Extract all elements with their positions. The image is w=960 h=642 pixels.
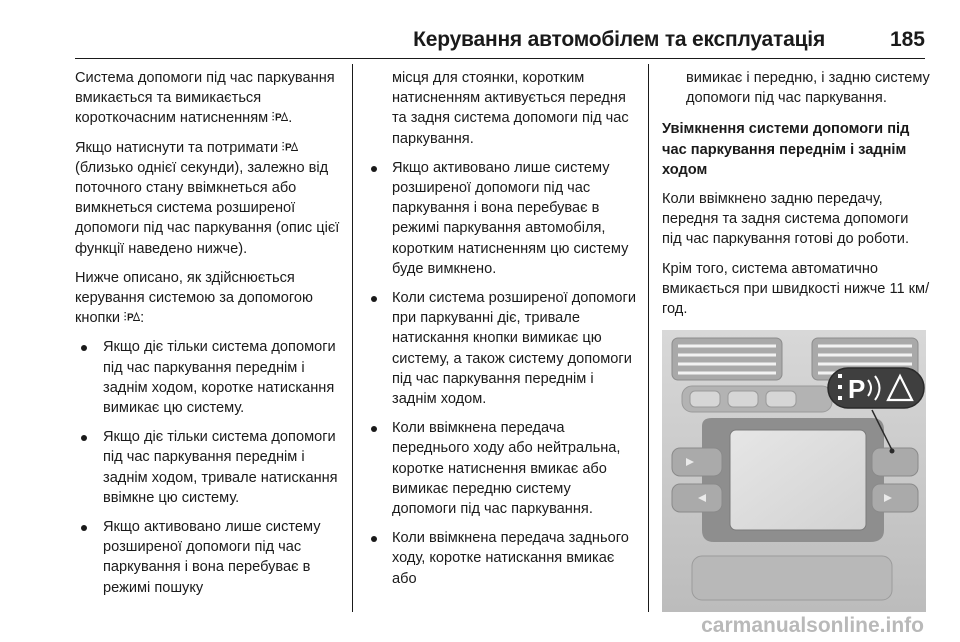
- column-1: [75, 68, 345, 607]
- dashboard-illustration: [662, 330, 926, 612]
- list-item-text: Коли ввімкнена передача переднього ходу або нейтральна, коротке натиснення вмикає або вимикає передню систему допомоги під час паркування.: [392, 420, 621, 518]
- list-item-text: Коли ввімкнена передача заднього ходу, коротке натискання вмикає або: [392, 530, 629, 587]
- bullet-icon: [81, 345, 87, 351]
- bullet-list: [368, 158, 638, 589]
- bullet-icon: [371, 536, 377, 542]
- page-number: 185: [889, 28, 925, 51]
- list-item-text: Якщо діє тільки система допомоги під час паркування переднім і заднім ходом, тривале натискання ввімкне цю систему.: [103, 429, 338, 506]
- list-item: [368, 528, 638, 589]
- bullet-list: [75, 337, 345, 597]
- column-2: [368, 68, 638, 598]
- paragraph: Коли ввімкнено задню передачу, передня та задня система допомоги під час паркування готові до роботи.: [662, 191, 909, 248]
- paragraph: Система допомоги під час паркування вмикається та вимикається короткочасним натисненням P .: [75, 70, 335, 127]
- bullet-icon: [371, 296, 377, 302]
- list-item-text: Якщо активовано лише систему розширеної допомоги під час паркування і вона перебуває в режимі пошуку: [103, 519, 321, 596]
- list-item-text: Якщо активовано лише систему розширеної допомоги під час паркування і вона перебуває в режимі паркування автомобіля, коротким натисненням цю систему буде вимкнено.: [392, 159, 629, 277]
- dashboard-drawing: [662, 330, 926, 612]
- parking-assist-icon: [124, 311, 140, 322]
- column-divider-1: [352, 64, 353, 612]
- list-item: [75, 517, 345, 598]
- paragraph-text: (близько однієї секунди), залежно від поточного стану ввімкнеться або вимкнеться система розширеної допомоги під час паркування (опис цієї функції наведено нижче).: [75, 159, 340, 257]
- paragraph-text: Система допомоги під час паркування вмикається та вимикається короткочасним натисненням: [75, 70, 335, 127]
- page-header: [75, 22, 925, 59]
- section-heading: Увімкнення системи допомоги під час паркування переднім і заднім ходом: [662, 121, 910, 178]
- air-vent: [672, 338, 782, 380]
- column-3: [662, 68, 930, 328]
- list-item: [368, 418, 638, 519]
- continued-text: місця для стоянки, коротким натисненням активується передня та задня система допомоги під час паркування.: [392, 70, 629, 147]
- list-item-text: Коли система розширеної допомоги при паркуванні діє, тривале натискання кнопки вимикає цю систему, а також систему допомоги під час паркування переднім і заднім ходом.: [392, 290, 637, 408]
- paragraph: Нижче описано, як здійснюється керування системою за допомогою кнопки P :: [75, 269, 313, 327]
- paragraph: [75, 138, 345, 259]
- list-item: [368, 288, 638, 409]
- list-item: [75, 427, 345, 508]
- bullet-icon: [81, 525, 87, 531]
- parking-assist-button-callout: [828, 368, 924, 408]
- parking-assist-icon: [282, 141, 298, 152]
- infotainment-screen: [730, 430, 866, 530]
- column-divider-2: [648, 64, 649, 612]
- continued-text: вимикає і передню, і задню систему допомоги під час паркування.: [686, 70, 930, 107]
- bullet-icon: [371, 426, 377, 432]
- svg-text:P: P: [275, 112, 282, 123]
- svg-text:P: P: [127, 312, 134, 323]
- parking-assist-icon: [272, 111, 288, 122]
- list-item-text: Якщо діє тільки система допомоги під час паркування переднім і заднім ходом, коротке натискання вимикає цю систему.: [103, 339, 336, 417]
- bullet-icon: [371, 166, 377, 172]
- svg-text:P: P: [285, 142, 292, 152]
- paragraph-text: Якщо натиснути та потримати: [75, 139, 279, 156]
- paragraph-text: Нижче описано, як здійснюється керування системою за допомогою кнопки: [75, 269, 313, 327]
- bullet-icon: [81, 435, 87, 441]
- watermark-text: carmanualsonline.info: [701, 614, 924, 637]
- list-item: [75, 337, 345, 418]
- page-title: Керування автомобілем та експлуатація: [413, 28, 825, 51]
- paragraph: Крім того, система автоматично вмикається при швидкості нижче 11 км/год.: [662, 260, 930, 318]
- list-item: [368, 158, 638, 279]
- parking-p-letter: P: [848, 374, 866, 404]
